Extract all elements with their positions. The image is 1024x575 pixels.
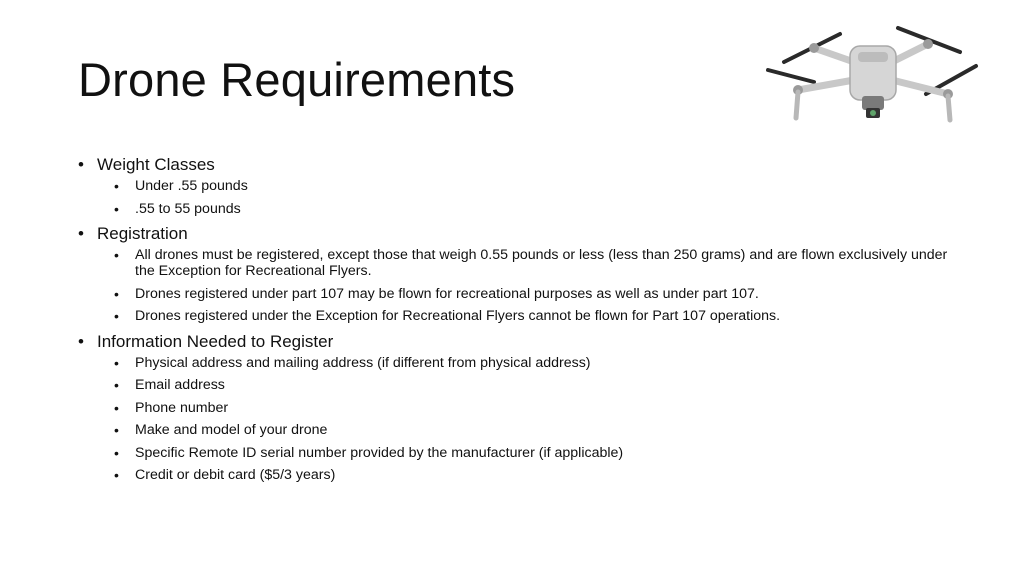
bullet-icon: • <box>114 377 119 393</box>
bullet-icon: • <box>114 285 119 302</box>
bullet-icon: • <box>114 247 119 263</box>
bullet-list <box>78 154 958 483</box>
list-item: • Specific Remote ID serial number provided by the manufacturer (if applicable) <box>114 444 624 461</box>
bullet-icon: • <box>114 354 119 371</box>
drone-icon <box>762 22 982 132</box>
list-item: • All drones must be registered, except those that weigh 0.55 pounds or less (less than 250 grams) and are flown exclusively under the Exception for Recreational Flyers. <box>114 247 948 279</box>
bullet-icon: • <box>78 331 84 351</box>
list-item: • Drones registered under part 107 may be flown for recreational purposes as well as under part 107. <box>114 285 759 302</box>
list-item: • Physical address and mailing address (if different from physical address) <box>114 354 591 371</box>
bullet-icon: • <box>114 467 119 483</box>
section-registration <box>78 223 958 324</box>
section-weight-classes <box>78 154 958 217</box>
list-item: • Email address <box>114 377 225 393</box>
bullet-icon: • <box>114 399 119 416</box>
section-heading: Weight Classes <box>97 155 215 174</box>
list-item: • Phone number <box>114 399 229 416</box>
bullet-icon: • <box>114 444 119 461</box>
bullet-icon: • <box>78 224 84 243</box>
list-item: • Drones registered under the Exception for Recreational Flyers cannot be flown for Part 107 operations. <box>114 308 781 324</box>
bullet-icon: • <box>114 178 119 194</box>
list-item: • Make and model of your drone <box>114 422 328 438</box>
section-heading: Information Needed to Register <box>97 331 334 351</box>
bullet-content <box>78 154 958 490</box>
list-item: • Credit or debit card ($5/3 years) <box>114 467 336 483</box>
list-item: • .55 to 55 pounds <box>114 200 241 217</box>
section-information-needed <box>78 331 958 484</box>
slide-title: Drone Requirements <box>78 53 516 106</box>
bullet-icon: • <box>114 200 119 217</box>
section-heading: Registration <box>97 224 188 243</box>
bullet-icon: • <box>78 155 84 174</box>
bullet-icon: • <box>114 422 119 438</box>
list-item: • Under .55 pounds <box>114 178 248 194</box>
bullet-icon: • <box>114 308 119 324</box>
